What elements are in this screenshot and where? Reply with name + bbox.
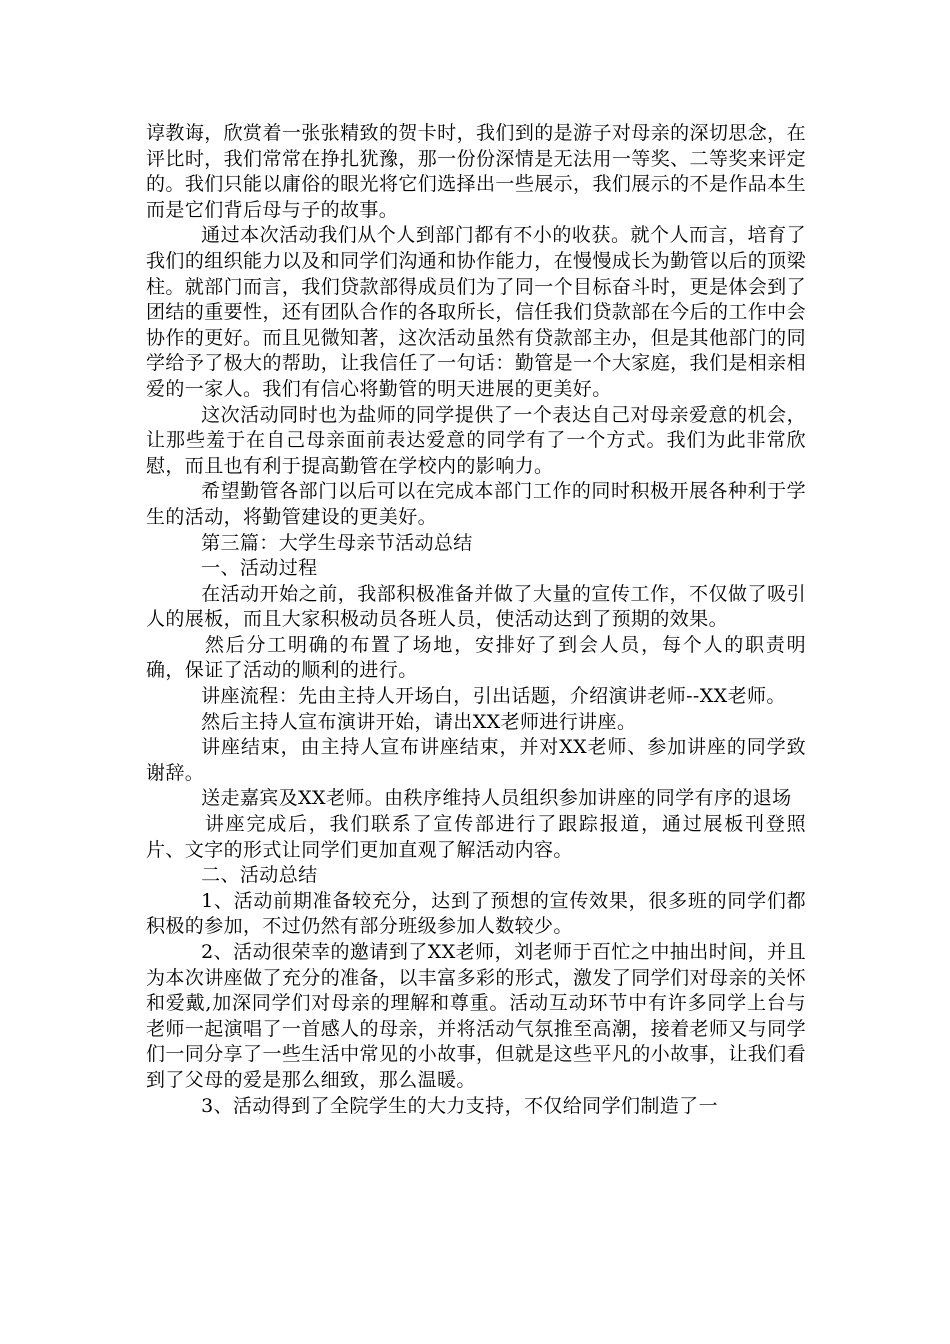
paragraph-10: 送走嘉宾及XX老师。由秩序维持人员组织参加讲座的同学有序的退场	[201, 787, 792, 810]
paragraph-1: 谆教诲，欣赏着一张张精致的贺卡时，我们到的是游子对母亲的深切思念，在评比时，我们常常在挣扎犹豫，那一份份深情是无法用一等奖、二等奖来评定的。我们只能以庸俗的眼光将它们选择出一些展示，我们展示的不是作品本生而是它们背后母与子的故事。	[146, 122, 806, 221]
subheading-process: 一、活动过程	[201, 557, 318, 580]
paragraph-2: 通过本次活动我们从个人到部门都有不小的收获。就个人而言，培育了我们的组织能力以及和同学们沟通和协作能力，在慢慢成长为勤管以后的顶梁柱。就部门而言，我们贷款部得成员们为了同一个目标奋斗时，更是体会到了团结的重要性，还有团队合作的各取所长，信任我们贷款部在今后的工作中会协作的更好。而且见微知著，这次活动虽然有贷款部主办，但是其他部门的同学给予了极大的帮助，让我信任了一句话：勤管是一个大家庭，我们是相亲相爱的一家人。我们有信心将勤管的明天进展的更美好。	[146, 224, 806, 400]
paragraph-9: 讲座结束，由主持人宣布讲座结束，并对XX老师、参加讲座的同学致谢辞。	[146, 736, 806, 784]
paragraph-14: 3、活动得到了全院学生的大力支持，不仅给同学们制造了一	[201, 1094, 718, 1117]
paragraph-6: 然后分工明确的布置了场地，安排好了到会人员，每个人的职责明确，保证了活动的顺利的进行。	[146, 633, 806, 682]
document-page	[146, 121, 806, 1119]
paragraph-8: 然后主持人宣布演讲开始，请出XX老师进行讲座。	[201, 710, 637, 733]
paragraph-12: 1、活动前期准备较充分，达到了预想的宣传效果，很多班的同学们都积极的参加，不过仍然有部分班级参加人数较少。	[146, 889, 806, 938]
paragraph-11: 讲座完成后，我们联系了宣传部进行了跟踪报道，通过展板刊登照片、文字的形式让同学们更加直观了解活动内容。	[146, 813, 806, 861]
section-heading-3: 第三篇：大学生母亲节活动总结	[201, 531, 473, 554]
paragraph-5: 在活动开始之前，我部积极准备并做了大量的宣传工作，不仅做了吸引人的展板，而且大家积极动员各班人员，使活动达到了预期的效果。	[146, 582, 806, 631]
paragraph-13: 2、活动很荣幸的邀请到了XX老师，刘老师于百忙之中抽出时间，并且为本次讲座做了充分的准备，以丰富多彩的形式，激发了同学们对母亲的关怀和爱戴,加深同学们对母亲的理解和尊重。活动互动环节中有许多同学上台与老师一起演唱了一首感人的母亲，并将活动气氛推至高潮，接着老师又与同学们一同分享了一些生活中常见的小故事，但就是这些平凡的小故事，让我们看到了父母的爱是那么细致，那么温暖。	[146, 941, 806, 1091]
paragraph-4: 希望勤管各部门以后可以在完成本部门工作的同时积极开展各种利于学生的活动，将勤管建设的更美好。	[146, 480, 806, 528]
paragraph-7: 讲座流程：先由主持人开场白，引出话题，介绍演讲老师--XX老师。	[201, 685, 786, 708]
subheading-summary: 二、活动总结	[201, 864, 318, 887]
paragraph-3: 这次活动同时也为盐师的同学提供了一个表达自己对母亲爱意的机会，让那些羞于在自己母亲面前表达爱意的同学有了一个方式。我们为此非常欣慰，而且也有利于提高勤管在学校内的影响力。	[146, 403, 806, 477]
